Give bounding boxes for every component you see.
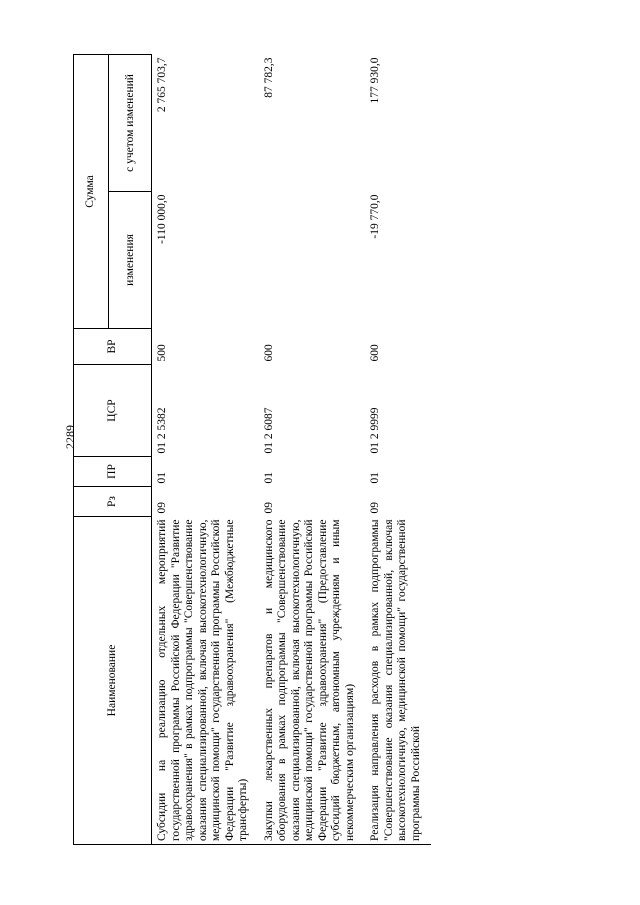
table-row (152, 54, 259, 844)
row-csr: 01 2 9999 (369, 407, 381, 454)
row-csr: 01 2 5382 (156, 407, 168, 454)
page-number: 2289 (63, 425, 77, 449)
row-total: 87 782,3 (262, 57, 275, 98)
header-sum: Сумма (74, 54, 109, 328)
row-rz: 09 (369, 502, 381, 514)
header-vr: ВР (74, 329, 152, 365)
row-pr: 01 (156, 472, 168, 484)
row-vr: 600 (262, 344, 275, 362)
row-change: -110 000,0 (156, 194, 168, 244)
table-body (152, 54, 432, 844)
header-name: Наименование (74, 517, 152, 845)
row-rz: 09 (156, 502, 168, 514)
table-row (259, 54, 366, 844)
header-with-changes: с учетом изменений (109, 54, 152, 191)
row-pr: 01 (262, 472, 275, 484)
row-pr: 01 (369, 472, 381, 484)
row-csr: 01 2 6087 (262, 407, 275, 454)
header-rz: Рз (74, 487, 152, 517)
table-row (365, 54, 431, 844)
header-pr: ПР (74, 457, 152, 487)
row-rz: 09 (262, 502, 275, 514)
row-total: 2 765 703,7 (156, 57, 168, 113)
row-vr: 500 (156, 344, 168, 362)
row-name: Субсидии на реализацию отдельных мероприятий государственной программы Российской Федерации "Развитие здравоохранения" в рамках подпрограммы "Совершенствование оказания специализированной, включая высокотехнологичную, медицинской помощи" государственной программы Российской Федерации "Развитие здравоохранения" (Межбюджетные трансферты) (152, 517, 259, 845)
table-header (74, 54, 152, 844)
budget-table-page (73, 55, 583, 845)
row-name: Реализация направления расходов в рамках подпрограммы "Совершенствование оказания специализированной, включая высокотехнологичную, медицинской помощи" государственной программы Российской (365, 517, 431, 845)
budget-table (73, 54, 431, 845)
row-name: Закупки лекарственных препаратов и медицинского оборудования в рамках подпрограммы "Совершенствование оказания специализированной, включая высокотехнологичную, медицинской помощи" государственной программы Российской Федерации "Развитие здравоохранения" (Предоставление субсидий бюджетным, автономным учреждениям и иным некоммерческим организациям) (259, 517, 366, 845)
row-total: 177 930,0 (369, 57, 381, 104)
row-change (259, 192, 366, 329)
header-changes: изменения (109, 192, 152, 329)
row-vr: 600 (369, 344, 381, 362)
header-csr: ЦСР (74, 365, 152, 457)
row-change: -19 770,0 (369, 194, 381, 239)
